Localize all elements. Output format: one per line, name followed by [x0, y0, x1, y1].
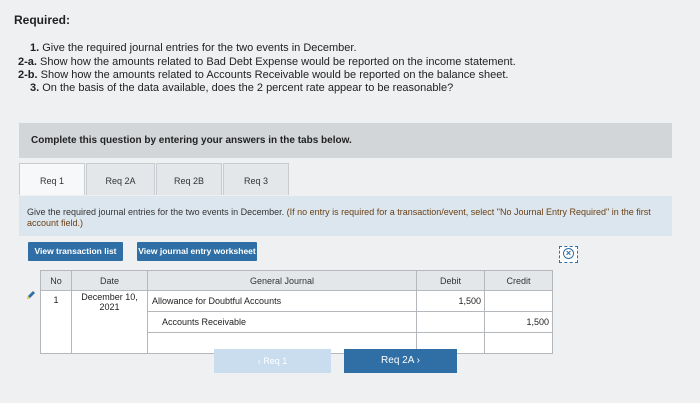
clear-entry-icon[interactable]	[559, 246, 578, 263]
question-text: On the basis of the data available, does the 2 percent rate appear to be reasonable?	[42, 82, 454, 94]
tab-req-1[interactable]: Req 1	[19, 163, 85, 195]
question-text: Show how the amounts related to Accounts Receivable would be reported on the balance sheet.	[40, 69, 509, 81]
journal-table	[40, 270, 553, 354]
prev-tab-label: Req 1	[263, 356, 288, 366]
edit-pencil-icon[interactable]	[25, 289, 37, 301]
question-2a	[18, 55, 516, 69]
question-number: 3.	[30, 82, 40, 94]
view-transaction-list-button[interactable]: View transaction list	[28, 242, 123, 261]
column-header-no: No	[41, 271, 72, 291]
page-title: Required:	[14, 13, 71, 27]
credit-cell[interactable]	[485, 291, 553, 312]
table-header-row	[41, 271, 553, 291]
next-tab-label: Req 2A	[381, 355, 414, 366]
question-2b	[18, 68, 508, 82]
tab-req-2a[interactable]: Req 2A	[86, 163, 155, 195]
tab-bar	[19, 163, 672, 197]
close-icon: ×	[563, 248, 574, 259]
chevron-left-icon: ‹	[257, 356, 264, 366]
entry-date: December 10, 2021	[72, 291, 148, 354]
account-cell[interactable]: Accounts Receivable	[148, 312, 417, 333]
view-journal-worksheet-button[interactable]: View journal entry worksheet	[137, 242, 257, 261]
next-tab-button[interactable]	[344, 349, 457, 373]
tab-req-3[interactable]: Req 3	[223, 163, 289, 195]
column-header-date: Date	[72, 271, 148, 291]
question-number: 1.	[30, 42, 40, 54]
column-header-credit: Credit	[485, 271, 553, 291]
instruction-panel	[19, 196, 672, 236]
question-text: Show how the amounts related to Bad Debt Expense would be reported on the income statement.	[40, 56, 516, 68]
entry-number: 1	[41, 291, 72, 354]
credit-cell[interactable]: 1,500	[485, 312, 553, 333]
account-cell[interactable]: Allowance for Doubtful Accounts	[148, 291, 417, 312]
question-number: 2-b.	[18, 69, 38, 81]
instruction-text: Give the required journal entries for the two events in December.	[27, 207, 285, 217]
debit-cell[interactable]	[417, 312, 485, 333]
question-text: Give the required journal entries for the two events in December.	[42, 42, 357, 54]
column-header-account: General Journal	[148, 271, 417, 291]
column-header-debit: Debit	[417, 271, 485, 291]
question-1	[30, 41, 357, 55]
prev-tab-button[interactable]	[214, 349, 331, 373]
question-3	[30, 81, 453, 95]
tab-req-2b[interactable]: Req 2B	[156, 163, 222, 195]
instruction-note: (If no entry is required for a transaction/event, select "No Journal Entry Required" in the first account field.)	[27, 207, 651, 228]
chevron-right-icon: ›	[413, 355, 420, 366]
table-row	[41, 291, 553, 312]
credit-cell[interactable]	[485, 333, 553, 354]
debit-cell[interactable]: 1,500	[417, 291, 485, 312]
instructions-banner: Complete this question by entering your answers in the tabs below.	[19, 123, 672, 158]
question-number: 2-a.	[18, 56, 37, 68]
